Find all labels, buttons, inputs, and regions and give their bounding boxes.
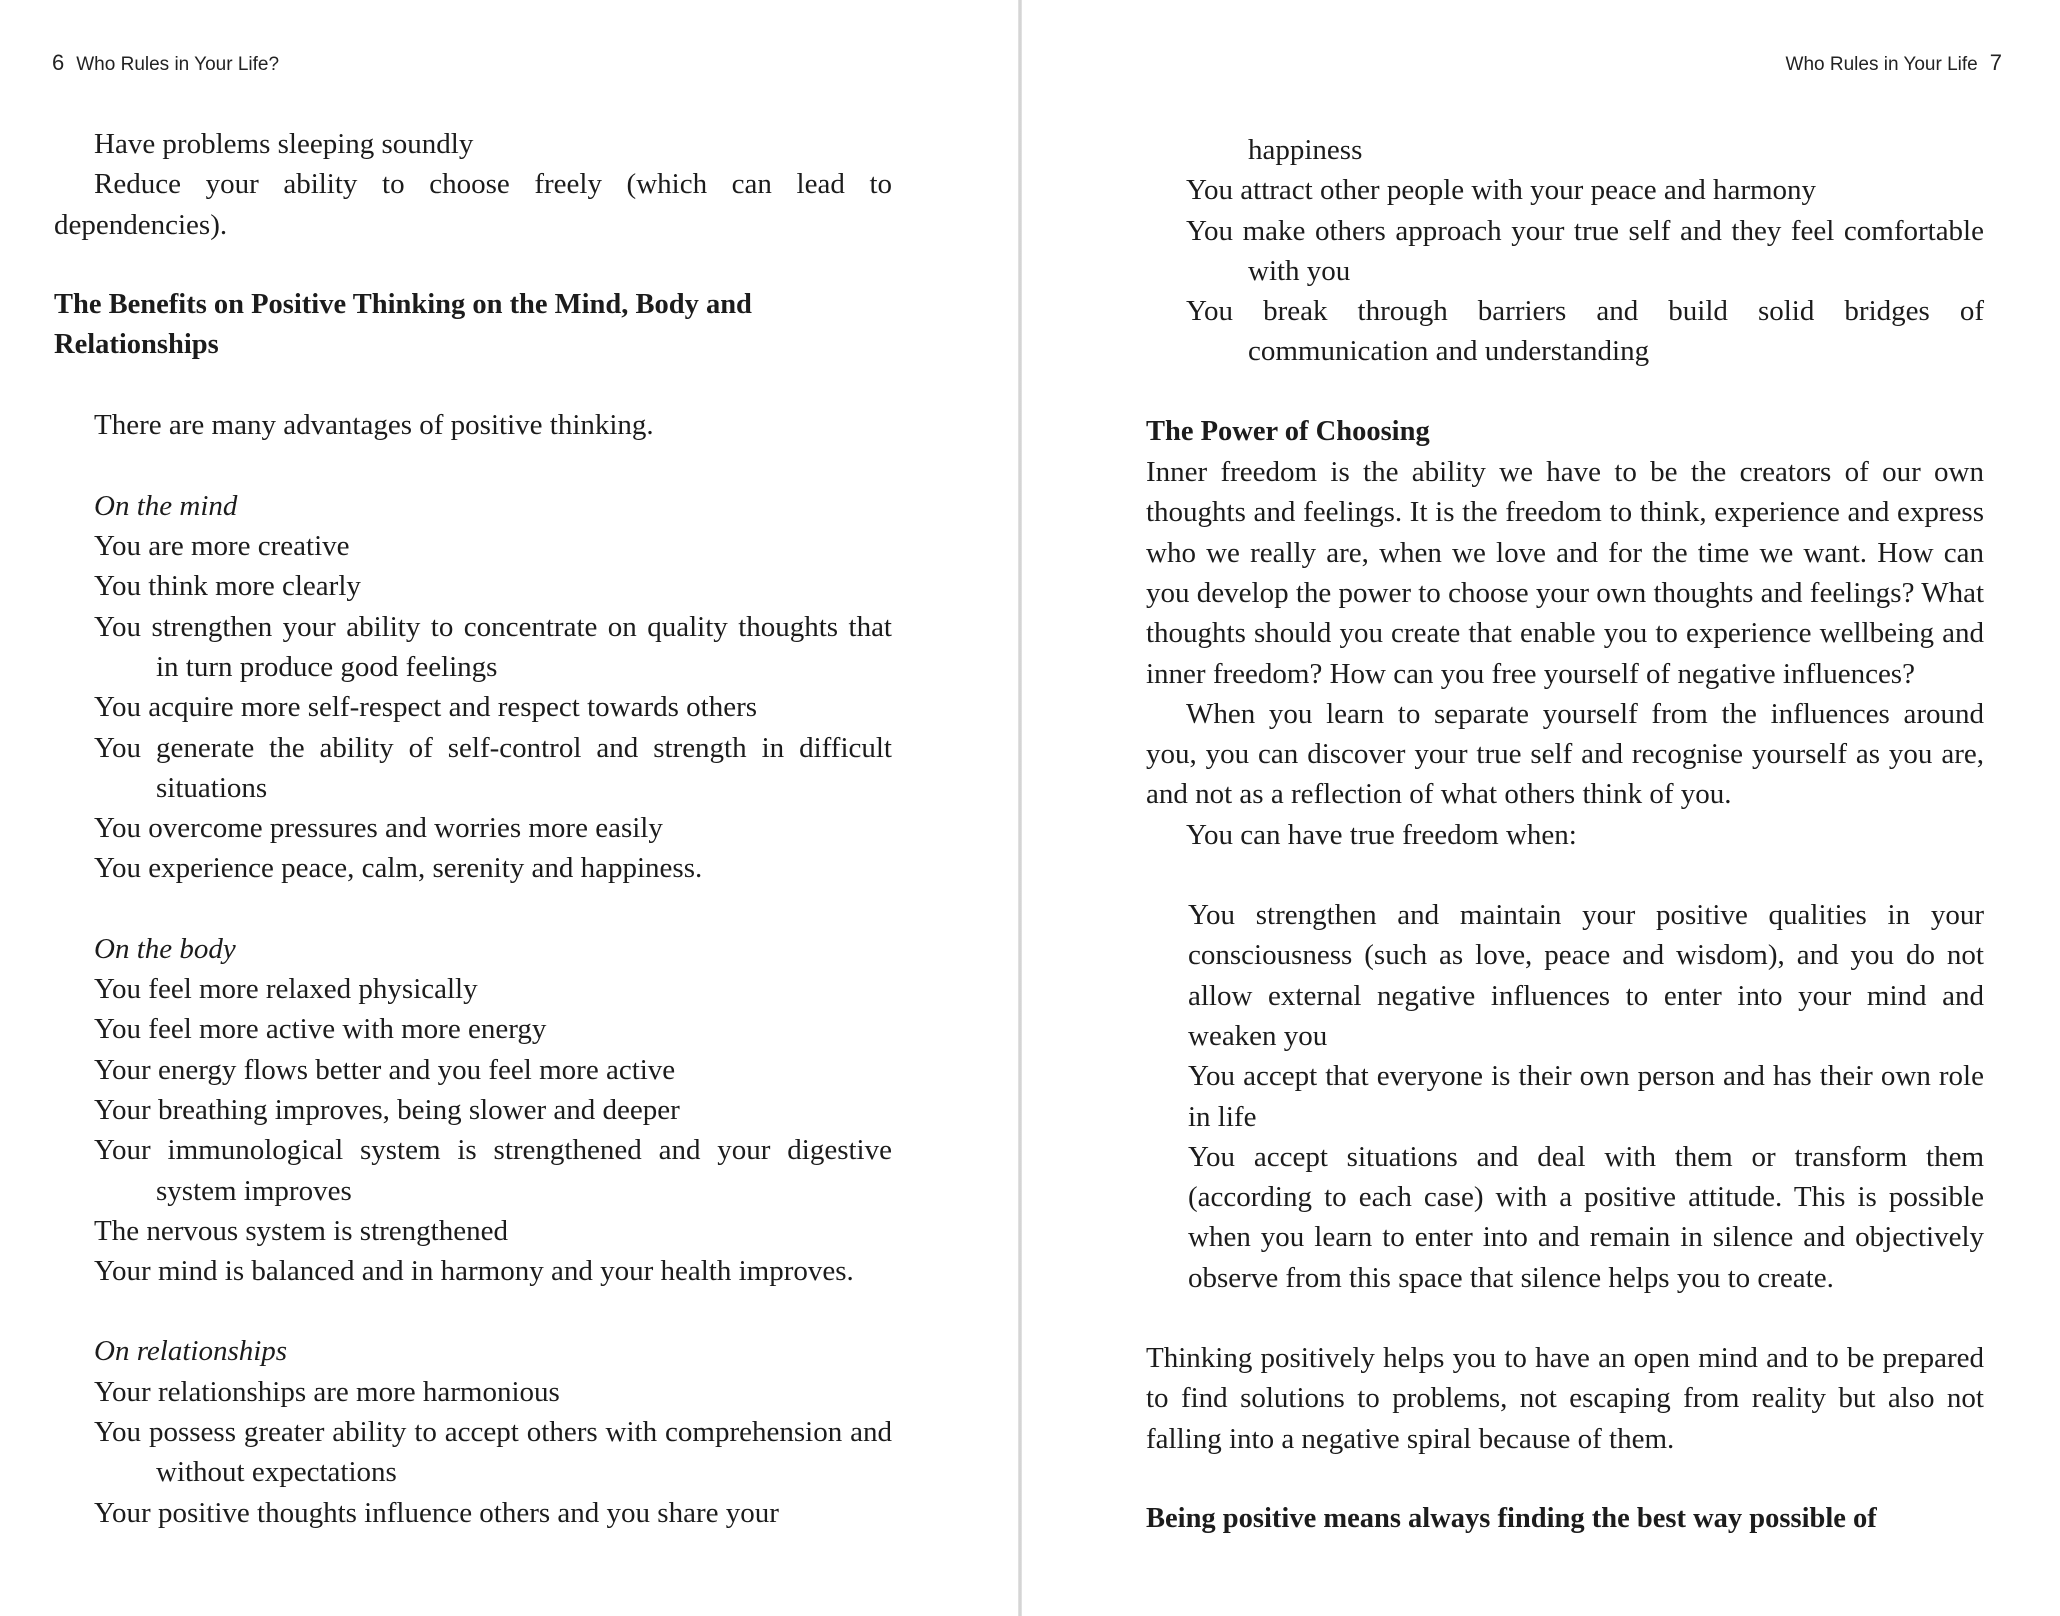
paragraph: Thinking positively helps you to have an open mind and to be prepared to find solutions to problems, not escaping from reality but also not falling into a negative spiral because of them.: [1146, 1342, 1984, 1455]
list-item: You overcome pressures and worries more easily: [94, 812, 663, 845]
running-head-title: Who Rules in Your Life?: [76, 54, 280, 75]
list-item: You acquire more self-respect and respect towards others: [94, 691, 758, 724]
freedom-item: You strengthen and maintain your positive qualities in your consciousness (such as love, peace and wisdom), and you do not allow external negative influences to enter into your mind and weaken you: [1188, 899, 1984, 1052]
running-head-right: [1786, 50, 2002, 76]
list-item: You make others approach your true self and they feel comfortable with you: [1186, 214, 1984, 287]
intro-line: Have problems sleeping soundly: [94, 128, 474, 160]
list-item: You are more creative: [94, 530, 350, 563]
list-item: Your immunological system is strengthened and your digestive system improves: [94, 1134, 892, 1207]
subheading-relationships: On relationships: [94, 1335, 288, 1368]
paragraph: You can have true freedom when:: [1186, 818, 1577, 851]
page-number: 7: [1989, 50, 2002, 75]
intro-line: Reduce your ability to choose freely (which can lead to dependencies).: [54, 168, 892, 241]
page-number: 6: [52, 50, 65, 75]
section-heading: The Benefits on Positive Thinking on the Mind, Body and Relationships: [54, 288, 752, 361]
list-item: You strengthen your ability to concentrate on quality thoughts that in turn produce good feelings: [94, 610, 892, 683]
list-item-continued: happiness: [1248, 134, 1363, 166]
left-page-text: [54, 124, 892, 1533]
list-item: Your breathing improves, being slower and deeper: [94, 1093, 680, 1126]
list-item: The nervous system is strengthened: [94, 1214, 508, 1247]
list-item: Your energy flows better and you feel more active: [94, 1053, 676, 1086]
running-head-title: Who Rules in Your Life: [1785, 54, 1978, 75]
left-page: [0, 0, 1018, 1616]
list-item: You possess greater ability to accept others with comprehension and without expectations: [94, 1416, 892, 1489]
list-item: You break through barriers and build solid bridges of communication and understanding: [1186, 295, 1984, 368]
subheading-mind: On the mind: [94, 489, 238, 522]
list-item: You attract other people with your peace and harmony: [1186, 174, 1817, 207]
list-item: You experience peace, calm, serenity and happiness.: [94, 852, 703, 885]
list-item: Your relationships are more harmonious: [94, 1375, 560, 1408]
list-item: You think more clearly: [94, 570, 361, 603]
list-item: Your positive thoughts influence others and you share your: [94, 1496, 779, 1529]
freedom-item: You accept that everyone is their own person and has their own role in life: [1188, 1060, 1984, 1133]
section-heading: The Power of Choosing: [1146, 415, 1430, 447]
list-item: You feel more relaxed physically: [94, 973, 478, 1006]
right-page: [1022, 0, 2060, 1616]
list-item: Your mind is balanced and in harmony and your health improves.: [94, 1255, 854, 1288]
list-item: You feel more active with more energy: [94, 1013, 547, 1046]
right-page-text: [1146, 130, 1984, 1539]
paragraph: When you learn to separate yourself from the influences around you, you can discover your true self and recognise yourself as you are, and not as a reflection of what others think of you.: [1146, 697, 1984, 811]
intro-paragraph: There are many advantages of positive thinking.: [94, 409, 654, 442]
closing-bold-line: Being positive means always finding the best way possible of: [1146, 1502, 1877, 1534]
freedom-item: You accept situations and deal with them or transform them (according to each case) with a positive attitude. This is possible when you learn to enter into and remain in silence and objectively observe from this space that silence helps you to create.: [1188, 1140, 1984, 1294]
paragraph: Inner freedom is the ability we have to be the creators of our own thoughts and feelings. It is the freedom to think, experience and express who we really are, when we love and for the time we want. How can you develop the power to choose your own thoughts and feelings? What thoughts should you create that enable you to experience wellbeing and inner freedom? How can you free yourself of negative influences?: [1146, 456, 1984, 690]
list-item: You generate the ability of self-control and strength in difficult situations: [94, 731, 892, 804]
running-head-left: [52, 50, 279, 76]
subheading-body: On the body: [94, 932, 236, 965]
